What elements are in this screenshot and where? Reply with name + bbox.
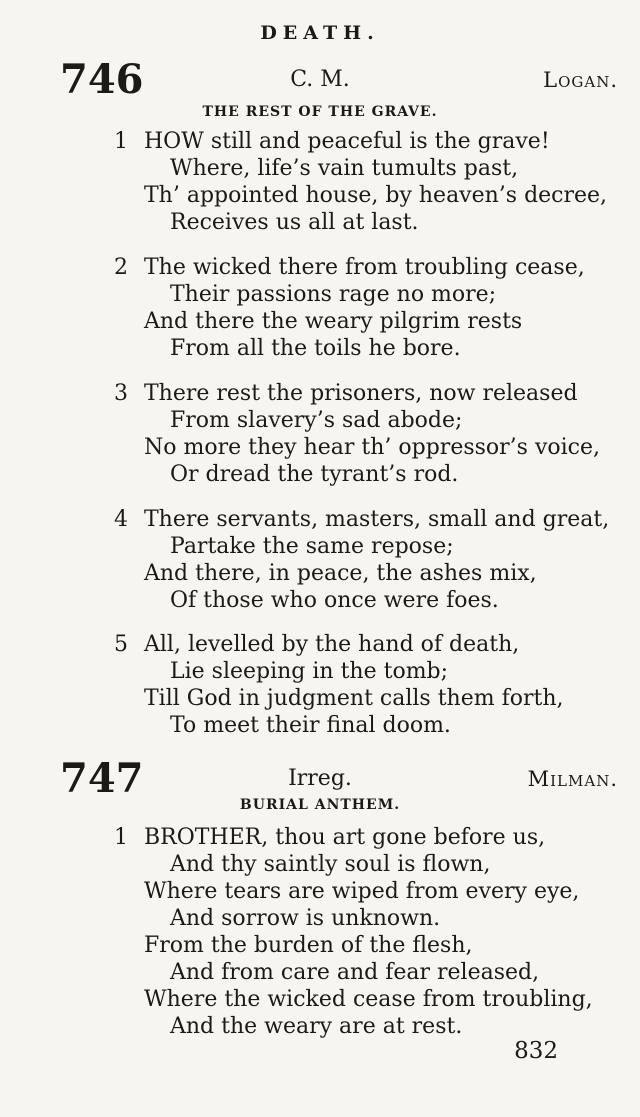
verse-line-text: From all the toils he bore. <box>170 336 461 361</box>
verse-line <box>0 959 640 986</box>
page-number: 832 <box>514 1038 558 1064</box>
verse-line-text: There servants, masters, small and great, <box>144 507 610 532</box>
verse-number: 1 <box>114 129 128 154</box>
verse-line-text: Partake the same repose; <box>170 534 454 559</box>
verse-line-text: And thy saintly soul is flown, <box>170 852 491 877</box>
verse-line-text: No more they hear th’ oppressor’s voice, <box>144 435 600 460</box>
verse-number: 5 <box>114 632 128 657</box>
verse-number: 1 <box>114 825 128 850</box>
verse-line-text: Of those who once were foes. <box>170 588 499 613</box>
verse-line-text: There rest the prisoners, now released <box>144 381 578 406</box>
verse-line-text: From slavery’s sad abode; <box>170 408 463 433</box>
hymn-tune: Logan. <box>543 68 618 92</box>
verse-line-text: Receives us all at last. <box>170 210 419 235</box>
hymn-number: 746 <box>60 56 144 103</box>
verse-line <box>0 560 640 587</box>
verse-line-text: And sorrow is unknown. <box>170 906 441 931</box>
verse-line <box>0 461 640 488</box>
verse-line-text: Or dread the tyrant’s rod. <box>170 462 459 487</box>
verse-line-text: The wicked there from troubling cease, <box>144 255 585 280</box>
hymn-tune: Milman. <box>527 767 618 791</box>
verse-line-text: To meet their final doom. <box>170 713 451 738</box>
verse-line-text: From the burden of the flesh, <box>144 933 473 958</box>
stanza-3 <box>0 380 640 488</box>
verse-line-text: Their passions rage no more; <box>170 282 497 307</box>
verse-line <box>0 209 640 236</box>
verse-line <box>0 878 640 905</box>
hymn-number: 747 <box>60 755 144 802</box>
verse-number: 4 <box>114 507 128 532</box>
stanza-1 <box>0 128 640 236</box>
stanza-1 <box>0 824 640 1040</box>
verse-number: 3 <box>114 381 128 406</box>
verse-line <box>0 335 640 362</box>
verse-line <box>0 712 640 739</box>
verse-line-text: Lie sleeping in the tomb; <box>170 659 449 684</box>
hymn-meter: C. M. <box>290 67 350 92</box>
hymn-title: THE REST OF THE GRAVE. <box>202 104 438 120</box>
verse-line <box>0 533 640 560</box>
stanza-2 <box>0 254 640 362</box>
verse-line-text: HOW still and peaceful is the grave! <box>144 129 550 154</box>
verse-line-text: And the weary are at rest. <box>170 1014 463 1039</box>
verse-line <box>0 905 640 932</box>
verse-line <box>0 128 640 155</box>
verse-line <box>0 254 640 281</box>
verse-line <box>0 587 640 614</box>
verse-line <box>0 155 640 182</box>
verse-line <box>0 407 640 434</box>
verse-line-text: Where, life’s vain tumults past, <box>170 156 519 181</box>
verse-number: 2 <box>114 255 128 280</box>
hymn-header-746 <box>0 58 640 102</box>
verse-line-text: And there, in peace, the ashes mix, <box>144 561 537 586</box>
verse-line <box>0 851 640 878</box>
verse-line-text: Th’ appointed house, by heaven’s decree, <box>144 183 608 208</box>
verse-line <box>0 308 640 335</box>
hymn-header-747 <box>0 757 640 801</box>
verse-line <box>0 658 640 685</box>
verse-line-text: BROTHER, thou art gone before us, <box>144 825 546 850</box>
verse-line <box>0 182 640 209</box>
verse-line <box>0 824 640 851</box>
verse-line <box>0 685 640 712</box>
running-head: DEATH. <box>260 22 380 44</box>
verse-line-text: Where tears are wiped from every eye, <box>144 879 580 904</box>
verse-line <box>0 1013 640 1040</box>
verse-line-text: Where the wicked cease from troubling, <box>144 987 593 1012</box>
verse-line-text: Till God in judgment calls them forth, <box>144 686 564 711</box>
verse-line <box>0 281 640 308</box>
verse-line-text: And from care and fear released, <box>170 960 540 985</box>
stanza-4 <box>0 506 640 614</box>
hymn-title: BURIAL ANTHEM. <box>239 797 401 813</box>
verse-line <box>0 631 640 658</box>
verse-line <box>0 380 640 407</box>
stanza-5 <box>0 631 640 739</box>
verse-line <box>0 506 640 533</box>
verse-line <box>0 434 640 461</box>
verse-line <box>0 986 640 1013</box>
verse-line-text: All, levelled by the hand of death, <box>144 632 520 657</box>
verse-line-text: And there the weary pilgrim rests <box>144 309 523 334</box>
verse-line <box>0 932 640 959</box>
hymn-meter: Irreg. <box>288 766 352 791</box>
